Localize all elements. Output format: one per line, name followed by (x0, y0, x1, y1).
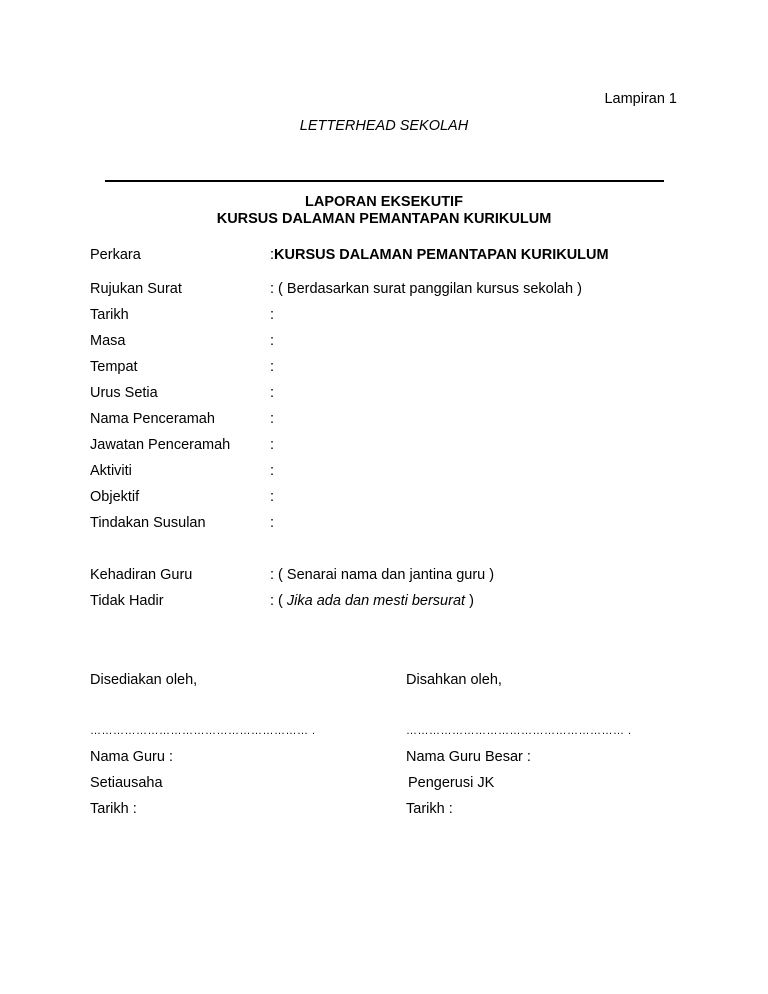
approved-by-heading: Disahkan oleh, (406, 672, 502, 688)
prepared-date-label: Tarikh : (90, 801, 137, 817)
approved-name-label: Nama Guru Besar : (406, 749, 531, 765)
kehadiran-guru-label: Kehadiran Guru (90, 567, 193, 583)
tidak-hadir-suffix: ) (465, 593, 474, 609)
approved-role: Pengerusi JK (408, 775, 495, 791)
field-label: Tarikh (90, 307, 129, 323)
header-divider-line (105, 180, 664, 182)
prepared-role: Setiausaha (90, 775, 163, 791)
field-label: Nama Penceramah (90, 411, 215, 427)
field-label: Masa (90, 333, 126, 349)
field-value: : (270, 333, 275, 349)
field-label: Jawatan Penceramah (90, 437, 231, 453)
field-value: : (270, 463, 275, 479)
perkara-label: Perkara (90, 247, 141, 263)
letterhead-placeholder: LETTERHEAD SEKOLAH (299, 118, 469, 134)
report-subtitle: KURSUS DALAMAN PEMANTAPAN KURIKULUM (216, 211, 552, 227)
field-label: Tindakan Susulan (90, 515, 206, 531)
approved-date-label: Tarikh : (406, 801, 453, 817)
tidak-hadir-note: Jika ada dan mesti bersurat (286, 593, 466, 609)
perkara-text: KURSUS DALAMAN PEMANTAPAN KURIKULUM (274, 247, 609, 263)
prepared-signature-line: ………………………………………………… . (90, 725, 316, 737)
field-value: : (270, 411, 275, 427)
field-value: : (270, 385, 275, 401)
report-title: LAPORAN EKSEKUTIF (305, 194, 463, 210)
tidak-hadir-label: Tidak Hadir (90, 593, 164, 609)
field-label: Urus Setia (90, 385, 158, 401)
tidak-hadir-value (270, 594, 474, 609)
field-value: : (270, 359, 275, 375)
field-value: : (270, 307, 275, 323)
field-label: Tempat (90, 359, 138, 375)
field-value: : (270, 515, 275, 531)
tidak-hadir-prefix: : ( (270, 593, 287, 609)
perkara-colon: : (270, 247, 275, 263)
prepared-name-label: Nama Guru : (90, 749, 173, 765)
field-label: Aktiviti (90, 463, 132, 479)
field-value: : (270, 437, 275, 453)
perkara-value (270, 248, 609, 263)
field-value: : ( Berdasarkan surat panggilan kursus sekolah ) (270, 281, 582, 297)
kehadiran-guru-value: : ( Senarai nama dan jantina guru ) (270, 567, 495, 583)
field-value: : (270, 489, 275, 505)
field-label: Rujukan Surat (90, 281, 182, 297)
approved-signature-line: ………………………………………………… . (406, 725, 632, 737)
prepared-by-heading: Disediakan oleh, (90, 672, 198, 688)
lampiran-label: Lampiran 1 (604, 91, 677, 107)
field-label: Objektif (90, 489, 140, 505)
